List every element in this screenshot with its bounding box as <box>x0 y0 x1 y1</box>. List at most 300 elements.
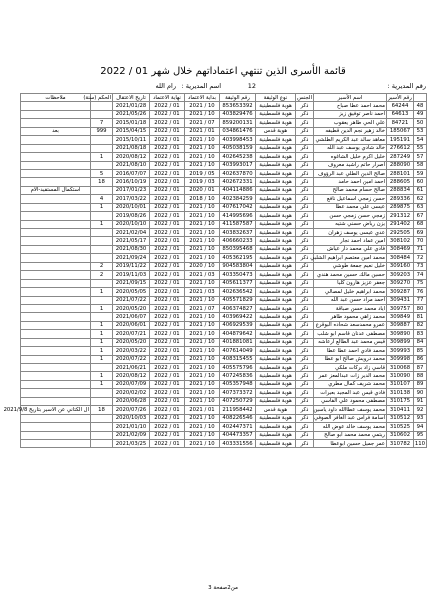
table-cell: اصرار حاتم راشيد معروف <box>314 161 387 169</box>
table-cell: 407617042 <box>220 203 256 211</box>
table-cell: عدي عيسى يوسف زهران <box>314 229 387 237</box>
table-cell: 92 <box>414 406 427 414</box>
table-cell: ذكر <box>296 380 314 388</box>
table-cell: 310411 <box>387 406 414 414</box>
table-cell: 81 <box>414 313 427 321</box>
table-cell: قاسي زاد بركات ملكي <box>314 364 387 372</box>
table-cell: قيس محمد عبد الطالع ارعاشه <box>314 338 387 346</box>
table-cell: 69 <box>414 229 427 237</box>
table-cell: 405571829 <box>220 296 256 304</box>
table-cell: 2020/10/10 <box>113 220 150 228</box>
table-cell: 402637870 <box>220 169 256 177</box>
table-cell <box>91 431 113 439</box>
table-cell <box>91 279 113 287</box>
table-cell: محمد زاهي محمود طاهر <box>314 313 387 321</box>
table-cell: حسن زمجي اسماعيل نافع <box>314 195 387 203</box>
table-cell: 01 / 2022 <box>150 296 185 304</box>
table-cell: 84 <box>414 338 427 346</box>
table-cell: 01 / 2022 <box>150 389 185 397</box>
table-cell: 01 / 2022 <box>150 186 185 194</box>
table-cell: 1 <box>91 304 113 312</box>
table-cell: 2017/01/23 <box>113 186 150 194</box>
table-cell: 91 <box>414 397 427 405</box>
table-cell <box>91 212 113 220</box>
table-cell: 310107 <box>387 380 414 388</box>
table-row <box>21 220 427 228</box>
table-cell: 01 / 2022 <box>150 423 185 431</box>
table-cell: 10 / 2021 <box>185 296 220 304</box>
table-cell: 01 / 2022 <box>150 279 185 287</box>
table-row <box>21 144 427 152</box>
table-cell: 2015/04/15 <box>113 127 150 135</box>
table-cell: 1 <box>91 372 113 380</box>
table-cell: 402672331 <box>220 178 256 186</box>
table-cell: ال الكتاني عن الاسير بتاريخ 2021/9/8 <box>3 406 89 413</box>
table-cell: هوية فلسطينية <box>256 439 296 447</box>
table-cell: 309998 <box>387 355 414 363</box>
table-cell <box>21 203 91 211</box>
table-cell <box>21 321 91 329</box>
table-cell: 405575796 <box>220 364 256 372</box>
table-cell: ذكر <box>296 220 314 228</box>
table-cell: 10 / 2021 <box>185 245 220 253</box>
table-cell: 93 <box>414 414 427 422</box>
table-row <box>21 372 427 380</box>
table-cell: 10 / 2021 <box>185 364 220 372</box>
header-cell: رقم الوثيقة <box>220 94 256 102</box>
table-cell: 2020/03/22 <box>113 347 150 355</box>
table-cell: 01 / 2020 <box>185 186 220 194</box>
table-cell: 859200131 <box>220 119 256 127</box>
table-cell: 309431 <box>387 296 414 304</box>
table-cell: 401881081 <box>220 338 256 346</box>
table-cell: 310175 <box>387 397 414 405</box>
table-cell: 03 / 2021 <box>185 288 220 296</box>
table-cell: ذكر <box>296 414 314 422</box>
table-cell: 287249 <box>387 153 414 161</box>
table-cell: 01 / 2022 <box>150 136 185 144</box>
table-cell: هوية فلسطينية <box>256 380 296 388</box>
table-cell: محمد احمد عطا صباح <box>314 102 387 110</box>
table-cell: ذكر <box>296 423 314 431</box>
table-cell: هوية قدس <box>256 406 296 414</box>
table-row <box>21 364 427 372</box>
table-cell: 308484 <box>387 254 414 262</box>
table-cell: 01 / 2022 <box>150 338 185 346</box>
header-cell: ملاحظات <box>21 94 91 102</box>
directorate-name-label: اسم المديرية : <box>181 82 221 90</box>
table-cell: 10 / 2021 <box>185 338 220 346</box>
table-cell <box>91 296 113 304</box>
table-cell: 10 / 2021 <box>185 423 220 431</box>
table-cell <box>91 389 113 397</box>
table-cell: 75 <box>414 279 427 287</box>
table-cell: 2020/06/28 <box>113 397 150 405</box>
table-cell: 406929539 <box>220 321 256 329</box>
table-row <box>21 397 427 405</box>
table-cell: 2021/08/18 <box>113 144 150 152</box>
table-cell: هوية فلسطينية <box>256 313 296 321</box>
table-cell: فادي قيس عبد المجيد بعيرات <box>314 389 387 397</box>
table-cell: هوية فلسطينية <box>256 169 296 177</box>
table-row <box>21 380 427 388</box>
table-cell: استكمال المستفيد-الام <box>21 186 91 194</box>
table-cell: هوية فلسطينية <box>256 212 296 220</box>
table-cell <box>21 338 91 346</box>
table-cell: هوية فلسطينية <box>256 220 296 228</box>
table-cell: 308469 <box>387 245 414 253</box>
table-cell: 407614049 <box>220 347 256 355</box>
table-row <box>21 102 427 110</box>
table-cell: 2021/09/24 <box>113 254 150 262</box>
table-cell: ذكر <box>296 355 314 363</box>
table-cell: 63 <box>414 203 427 211</box>
table-cell: 10 / 2021 <box>185 212 220 220</box>
table-cell: هوية فلسطينية <box>256 262 296 270</box>
table-cell: 57 <box>414 153 427 161</box>
table-cell: 2021/01/10 <box>113 423 150 431</box>
table-cell: ذكر <box>296 186 314 194</box>
table-cell <box>21 220 91 228</box>
table-cell <box>21 330 91 338</box>
table-cell: هوية فلسطينية <box>256 237 296 245</box>
table-cell: 2016/10/19 <box>113 178 150 186</box>
table-cell: 2021/02/09 <box>113 431 150 439</box>
table-cell: ذكر <box>296 304 314 312</box>
table-cell <box>91 229 113 237</box>
table-cell: ذكر <box>296 144 314 152</box>
table-cell: هوية فلسطينية <box>256 279 296 287</box>
table-cell: 10 / 2021 <box>185 330 220 338</box>
table-cell: 407245836 <box>220 372 256 380</box>
table-row <box>21 178 427 186</box>
table-cell: 70 <box>414 237 427 245</box>
table-cell: 2021/06/21 <box>113 364 150 372</box>
table-cell: زمجي حسن زمجي حسن <box>314 212 387 220</box>
table-row <box>21 439 427 447</box>
table-cell: 404879642 <box>220 330 256 338</box>
table-cell: 408315455 <box>220 355 256 363</box>
table-cell: 01 / 2022 <box>150 397 185 405</box>
table-row <box>21 203 427 211</box>
table-cell: 01 / 2022 <box>150 439 185 447</box>
table-cell: 309849 <box>387 313 414 321</box>
table-cell: 95 <box>414 431 427 439</box>
table-cell: 1 <box>91 355 113 363</box>
table-cell: 01 / 2022 <box>150 169 185 177</box>
table-cell <box>91 186 113 194</box>
table-cell: ذكر <box>296 237 314 245</box>
table-cell: 2021/09/15 <box>113 279 150 287</box>
table-cell: 2021/07/22 <box>113 296 150 304</box>
table-cell: 1 <box>91 153 113 161</box>
table-cell: 185067 <box>387 127 414 135</box>
table-cell <box>21 161 91 169</box>
table-cell: هوية فلسطينية <box>256 153 296 161</box>
directorate-number-label: رقم المديرية : <box>387 82 426 90</box>
table-cell: ذكر <box>296 119 314 127</box>
table-cell: 414995696 <box>220 212 256 220</box>
table-cell: ذكر <box>296 321 314 329</box>
table-row <box>21 195 427 203</box>
table-cell: 10 / 2021 <box>185 431 220 439</box>
table-row <box>21 262 427 270</box>
table-cell: 64613 <box>387 110 414 118</box>
table-cell: 73 <box>414 262 427 270</box>
table-cell: ذكر <box>296 229 314 237</box>
table-cell: ذكر <box>296 347 314 355</box>
table-cell: 59 <box>414 169 427 177</box>
table-cell: 01 / 2022 <box>150 304 185 312</box>
table-row <box>21 237 427 245</box>
table-cell: 01 / 2022 <box>150 127 185 135</box>
table-cell <box>21 380 91 388</box>
table-cell <box>91 136 113 144</box>
table-cell: هوية فلسطينية <box>256 102 296 110</box>
table-cell: 84721 <box>387 119 414 127</box>
table-cell <box>91 254 113 262</box>
table-cell: 402636542 <box>220 288 256 296</box>
table-cell <box>21 153 91 161</box>
table-cell: ذكر <box>296 338 314 346</box>
table-cell: 85 <box>414 347 427 355</box>
table-cell: 01 / 2022 <box>150 355 185 363</box>
table-cell: 88 <box>414 372 427 380</box>
table-cell: ذكر <box>296 127 314 135</box>
table-cell <box>21 304 91 312</box>
table-cell: هوية فلسطينية <box>256 397 296 405</box>
table-cell: ذكر <box>296 406 314 414</box>
table-cell: 01 / 2022 <box>150 364 185 372</box>
table-cell: 01 / 2022 <box>150 380 185 388</box>
table-cell: 10 / 2021 <box>185 313 220 321</box>
header-cell: رقم الأسير <box>388 94 412 101</box>
table-cell: هوية فلسطينية <box>256 195 296 203</box>
table-cell <box>21 195 91 203</box>
table-cell: هوية فلسطينية <box>256 288 296 296</box>
table-cell: 195191 <box>387 136 414 144</box>
table-cell: 7 <box>91 119 113 127</box>
table-cell: 411587587 <box>220 220 256 228</box>
table-cell: محمد امين معتصم ابراهيم الشلبي <box>310 254 385 261</box>
table-cell: 10 / 2020 <box>185 262 220 270</box>
table-cell: مصطفى عدنان قاسم ابو شلب <box>314 330 387 338</box>
table-row <box>21 229 427 237</box>
table-cell: 89 <box>414 380 427 388</box>
table-row <box>21 169 427 177</box>
table-cell: ذكر <box>296 203 314 211</box>
table-cell: ذكر <box>296 288 314 296</box>
table-row <box>21 186 427 194</box>
table-row <box>21 406 427 414</box>
header-cell: نهاية الاعتماد <box>150 94 185 102</box>
table-cell: ذكر <box>296 439 314 447</box>
table-cell <box>21 414 91 422</box>
table-cell: 309887 <box>387 321 414 329</box>
table-cell: 01 / 2022 <box>150 110 185 118</box>
table-cell: ذكر <box>296 372 314 380</box>
table-cell: 408226546 <box>220 414 256 422</box>
header-cell: تاريخ الاعتقال <box>113 94 150 102</box>
table-cell <box>91 237 113 245</box>
table-cell: 01 / 2022 <box>150 245 185 253</box>
table-cell: ذكر <box>296 195 314 203</box>
table-cell <box>21 288 91 296</box>
table-cell: 2021/03/25 <box>113 439 150 447</box>
table-cell: 10 / 2021 <box>185 161 220 169</box>
table-cell: 54 <box>414 136 427 144</box>
table-cell: محمد شريف كمال مطري <box>314 380 387 388</box>
header-cell: بداية الاعتماد <box>185 94 220 102</box>
table-cell: 10 / 2021 <box>185 102 220 110</box>
table-row <box>21 288 427 296</box>
table-cell: عمرو محمدسعد شحاده البوقرع <box>314 321 387 329</box>
table-cell <box>21 169 91 177</box>
table-row <box>21 119 427 127</box>
table-row <box>21 389 427 397</box>
table-cell: 2020/07/26 <box>113 406 150 414</box>
table-cell: 2019/11/03 <box>113 271 150 279</box>
table-cell: هوية فلسطينية <box>256 161 296 169</box>
table-cell: 2020/07/21 <box>113 330 150 338</box>
table-row <box>21 279 427 287</box>
table-cell: 90 <box>414 389 427 397</box>
table-cell: 18 <box>91 178 113 186</box>
table-cell: 01 / 2022 <box>150 372 185 380</box>
table-cell: 2021/08/30 <box>113 245 150 253</box>
table-cell: 64244 <box>387 102 414 110</box>
table-cell: 80 <box>414 304 427 312</box>
prisoners-table-container <box>3 93 426 448</box>
page-footer: 3 من2صفحة <box>208 585 238 591</box>
table-cell: ذكر <box>296 136 314 144</box>
table-cell: 83 <box>414 330 427 338</box>
table-cell: ريتمي محمد محمد ابو صالح <box>314 431 387 439</box>
directorate-name: رام الله <box>155 82 176 90</box>
table-cell: 10 / 2021 <box>185 380 220 388</box>
table-cell: 2019/08/26 <box>113 212 150 220</box>
table-cell: ذكر <box>296 330 314 338</box>
table-cell <box>21 439 91 447</box>
table-cell: 01 / 2022 <box>150 313 185 321</box>
table-row <box>21 153 427 161</box>
table-cell: 406374827 <box>220 304 256 312</box>
table-cell: هوية فلسطينية <box>256 186 296 194</box>
table-row <box>21 212 427 220</box>
directorate-header <box>20 82 426 92</box>
table-cell: 18 <box>91 406 113 414</box>
table-cell <box>21 229 91 237</box>
table-cell: 403998453 <box>220 136 256 144</box>
table-cell: جعفر عزيز هارون كليا <box>314 279 387 287</box>
table-cell <box>91 144 113 152</box>
table-cell <box>21 136 91 144</box>
table-cell: محمد يوسف خالد عوض الله <box>314 423 387 431</box>
table-cell: خالد شادي يوسف عبد الله <box>314 144 387 152</box>
table-cell: هوية فلسطينية <box>256 347 296 355</box>
table-cell: 288605 <box>387 178 414 186</box>
table-cell: 1 <box>91 288 113 296</box>
table-cell: 10 / 2021 <box>185 414 220 422</box>
table-cell: 10 / 2021 <box>185 397 220 405</box>
table-cell: 407373372 <box>220 389 256 397</box>
table-cell: 310525 <box>387 423 414 431</box>
table-cell: 07 / 2021 <box>185 304 220 312</box>
table-cell: 403350473 <box>220 271 256 279</box>
table-row <box>21 271 427 279</box>
table-cell: 1 <box>91 321 113 329</box>
table-cell: 405362195 <box>220 254 256 262</box>
table-cell: 05 / 2019 <box>185 169 220 177</box>
table-cell: 310090 <box>387 372 414 380</box>
table-cell: 76 <box>414 288 427 296</box>
table-cell <box>91 161 113 169</box>
table-cell: اياد محمد حسن صباقة <box>314 304 387 312</box>
table-cell: ذكر <box>296 389 314 397</box>
table-cell: 61 <box>414 186 427 194</box>
table-cell: هوية فلسطينية <box>256 321 296 329</box>
table-cell <box>91 397 113 405</box>
table-cell: هوية فلسطينية <box>256 431 296 439</box>
table-row <box>21 321 427 329</box>
table-cell: 2015/01/18 <box>113 119 150 127</box>
table-cell: 10 / 2021 <box>185 372 220 380</box>
table-cell: 402384259 <box>220 195 256 203</box>
table-cell: 55 <box>414 144 427 152</box>
table-cell: 01 / 2022 <box>150 414 185 422</box>
prisoners-table <box>3 93 427 448</box>
table-cell: محمد فادي احمد عطا عطا <box>314 347 387 355</box>
table-cell: 53 <box>414 127 427 135</box>
table-cell: اسامة فراس عبد الغافر الصوفي <box>314 415 385 422</box>
table-cell: 402447371 <box>220 423 256 431</box>
table-cell: ذكر <box>296 254 314 262</box>
table-cell: خالد زهير نجم الدين قطيفه <box>314 127 387 135</box>
table-cell: هوية فلسطينية <box>256 364 296 372</box>
table-cell: 289875 <box>387 203 414 211</box>
table-cell <box>21 144 91 152</box>
table-cell: 403829476 <box>220 110 256 118</box>
table-cell: 308102 <box>387 237 414 245</box>
table-cell: 2020/02/02 <box>113 389 150 397</box>
table-cell: 10 / 2021 <box>185 347 220 355</box>
table-cell: 288090 <box>387 161 414 169</box>
table-cell <box>21 423 91 431</box>
table-cell: 309203 <box>387 271 414 279</box>
table-cell <box>21 372 91 380</box>
table-cell: 01 / 2021 <box>185 406 220 414</box>
table-cell: 2020/08/12 <box>113 372 150 380</box>
table-cell: 10 / 2021 <box>185 136 220 144</box>
table-cell: هوية فلسطينية <box>256 119 296 127</box>
table-cell: ذكر <box>296 153 314 161</box>
table-cell: 67 <box>414 212 427 220</box>
table-row <box>21 136 427 144</box>
table-cell: احمد مراد حسن عبد الله <box>314 296 387 304</box>
table-cell: 1 <box>91 330 113 338</box>
table-cell: 310782 <box>387 439 414 447</box>
table-cell: 10 / 2021 <box>185 439 220 447</box>
table-cell: 5 <box>91 169 113 177</box>
table-cell <box>21 431 91 439</box>
table-row <box>21 127 427 135</box>
table-cell: 01 / 2022 <box>150 271 185 279</box>
table-cell <box>21 271 91 279</box>
table-cell: 10 / 2018 <box>185 195 220 203</box>
table-cell: 407250729 <box>220 397 256 405</box>
table-cell: 403331556 <box>220 439 256 447</box>
table-cell: 2021/08/10 <box>113 161 150 169</box>
